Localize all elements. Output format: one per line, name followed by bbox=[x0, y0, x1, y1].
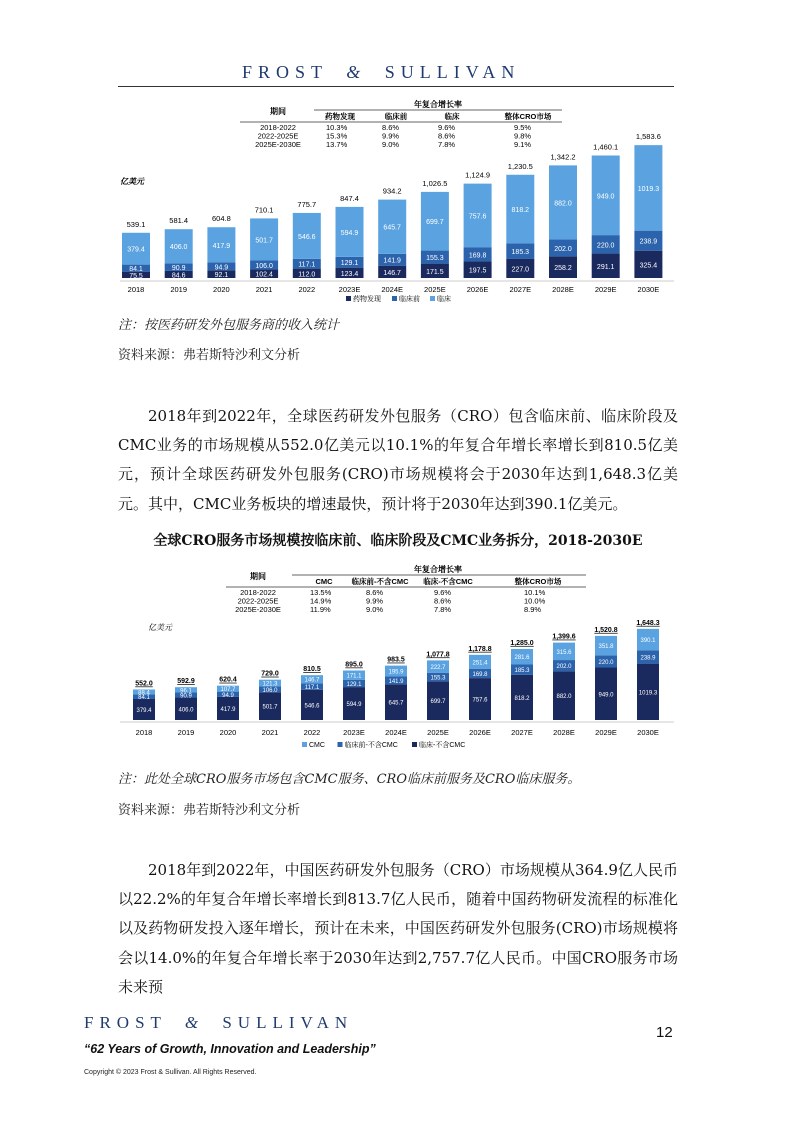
chart1-table-period-0: 2018-2022 bbox=[260, 123, 296, 132]
chart1-total-2025E: 1,026.5 bbox=[422, 178, 448, 188]
chart2-xtick-2028E: 2028E bbox=[553, 728, 575, 737]
chart2-table-group-header: 年复合增长率 bbox=[414, 565, 462, 574]
chart1-cagr-table bbox=[240, 99, 562, 149]
chart1-table-cell-1-3: 9.8% bbox=[514, 131, 532, 141]
chart1-xtick-2030E: 2030E bbox=[637, 285, 660, 294]
chart2-bar-group-2026E bbox=[468, 646, 491, 720]
chart1-total-2021: 710.1 bbox=[254, 205, 274, 215]
chart1-xtick-2019: 2019 bbox=[170, 285, 188, 294]
chart1-bar-label-2026E-2: 757.6 bbox=[468, 213, 487, 221]
chart2-bar-label-2023E-1: 129.1 bbox=[346, 682, 362, 689]
chart2-table-col-3: 整体CRO市场 bbox=[514, 577, 562, 586]
chart2-xtick-2018: 2018 bbox=[135, 728, 153, 737]
chart1-bar-group-2028E bbox=[549, 152, 577, 278]
chart2-table-cell-1-0: 14.9% bbox=[310, 596, 332, 606]
chart1-total-2030E: 1,583.6 bbox=[635, 132, 661, 142]
chart2-total-2030E: 1,648.3 bbox=[636, 619, 660, 627]
chart2-table-cell-1-3: 10.0% bbox=[524, 596, 546, 606]
chart1-bar-label-2025E-2: 699.7 bbox=[426, 219, 444, 227]
chart2-bar-group-2027E bbox=[510, 640, 533, 720]
chart2-bar-label-2020-2: 107.7 bbox=[220, 687, 236, 694]
chart1-bar-label-2024E-1: 141.9 bbox=[383, 257, 401, 265]
chart2-bar-group-2022 bbox=[301, 666, 323, 720]
chart1-bar-label-2020-2: 417.9 bbox=[212, 242, 231, 250]
header-brand bbox=[242, 62, 520, 83]
chart1-bar-label-2019-1: 90.9 bbox=[171, 265, 186, 273]
chart1-table-cell-0-2: 9.6% bbox=[438, 123, 456, 132]
chart2-table-period-0: 2018-2022 bbox=[240, 588, 276, 597]
footer-brand-frost: FROST bbox=[84, 1013, 167, 1032]
chart2-bar-group-2018 bbox=[133, 680, 155, 720]
chart1-bar-label-2027E-0: 227.0 bbox=[511, 266, 530, 274]
chart1-bar-label-2022-1: 117.1 bbox=[298, 261, 316, 269]
chart2-table-cell-2-1: 9.0% bbox=[366, 605, 384, 614]
chart2-table-cell-0-0: 13.5% bbox=[310, 588, 332, 597]
chart2-bar-label-2018-1: 84.1 bbox=[138, 695, 150, 702]
chart1-bar-label-2021-2: 501.7 bbox=[255, 237, 273, 245]
chart1-xtick-2026E: 2026E bbox=[466, 285, 489, 294]
chart1-xtick-2029E: 2029E bbox=[594, 285, 617, 294]
chart2-bar-label-2027E-1: 185.3 bbox=[514, 668, 530, 675]
chart1-bar-label-2030E-0: 325.4 bbox=[639, 262, 658, 270]
chart1-bar-label-2018-0: 75.5 bbox=[129, 272, 143, 280]
paragraph-2 bbox=[118, 856, 678, 1002]
chart1-total-2020: 604.8 bbox=[212, 214, 231, 224]
chart1-bar-label-2018-1: 84.1 bbox=[129, 266, 143, 274]
chart1-bar-label-2026E-0: 197.5 bbox=[468, 267, 487, 275]
footer-brand-ampersand: & bbox=[184, 1013, 205, 1032]
chart1-bar-group-2018 bbox=[122, 220, 150, 280]
chart1-bar-label-2018-2: 379.4 bbox=[127, 246, 145, 254]
chart1-table-col-1: 临床前 bbox=[384, 112, 408, 121]
chart1-table-cell-0-0: 10.3% bbox=[326, 123, 348, 132]
chart2-cagr-table bbox=[226, 564, 586, 614]
chart1-unit-label: 亿美元 bbox=[120, 177, 144, 186]
chart2-xtick-2027E: 2027E bbox=[511, 728, 533, 737]
chart1-xtick-2020: 2020 bbox=[213, 285, 230, 294]
chart2-bar-label-2029E-0: 949.0 bbox=[598, 692, 614, 699]
chart2-xtick-2021: 2021 bbox=[261, 728, 279, 737]
chart2-total-2026E: 1,178.8 bbox=[468, 645, 492, 653]
chart1-bar-group-2019 bbox=[165, 216, 193, 279]
chart2-bar-label-2027E-0: 818.2 bbox=[514, 695, 530, 702]
chart1-table-cell-0-1: 8.6% bbox=[382, 123, 400, 132]
chart1-table-col-2: 临床 bbox=[444, 112, 460, 121]
chart1-table-period-2: 2025E-2030E bbox=[255, 140, 301, 149]
chart1-bar-group-2023E bbox=[336, 194, 364, 278]
chart1-bar-label-2029E-2: 949.0 bbox=[596, 193, 615, 201]
chart1-xtick-2027E: 2027E bbox=[509, 285, 532, 294]
chart2-table-col-0: CMC bbox=[315, 577, 333, 586]
chart2-bar-label-2030E-0: 1019.3 bbox=[638, 690, 658, 697]
chart1-bar-group-2022 bbox=[293, 200, 321, 278]
chart2-note: 注：此处全球CRO服务市场包含CMC服务、CRO临床前服务及CRO临床服务。 bbox=[118, 772, 581, 787]
chart1-legend bbox=[346, 294, 451, 303]
chart1-legend-label-1: 临床前 bbox=[399, 296, 420, 303]
chart2-table-period-header: 期间 bbox=[250, 572, 266, 581]
chart1-total-2027E: 1,230.5 bbox=[507, 161, 533, 171]
chart2-bar-group-2021 bbox=[259, 671, 281, 720]
chart2-table-cell-0-2: 9.6% bbox=[434, 588, 452, 597]
chart2-bar-label-2019-2: 96.1 bbox=[180, 688, 192, 695]
chart2-legend bbox=[302, 740, 465, 749]
chart2-bar-group-2020 bbox=[217, 677, 239, 720]
chart2-total-2028E: 1,399.6 bbox=[552, 633, 576, 641]
chart1-note: 注：按医药研发外包服务商的收入统计 bbox=[118, 318, 340, 333]
chart1-table-cell-2-1: 9.0% bbox=[382, 140, 400, 149]
chart1-xtick-2028E: 2028E bbox=[552, 285, 574, 294]
chart1-bar-label-2024E-2: 645.7 bbox=[383, 224, 401, 232]
chart2-xtick-2023E: 2023E bbox=[343, 728, 365, 737]
chart1-bar-group-2030E bbox=[634, 132, 662, 278]
chart1-bar-label-2020-1: 94.9 bbox=[214, 264, 229, 272]
chart2-unit-label: 亿美元 bbox=[148, 623, 172, 632]
chart2-title: 全球CRO服务市场规模按临床前、临床阶段及CMC业务拆分，2018-2030E bbox=[153, 533, 643, 549]
chart2-xtick-2024E: 2024E bbox=[385, 728, 407, 737]
footer-slogan: “62 Years of Growth, Innovation and Leadership” bbox=[84, 1042, 376, 1056]
chart2-legend-label-1: 临床前-不含CMC bbox=[344, 742, 398, 749]
footer-brand bbox=[84, 1013, 353, 1033]
chart2-total-2020: 620.4 bbox=[219, 676, 237, 684]
chart2-total-2021: 729.0 bbox=[261, 670, 279, 678]
chart2-bar-label-2024E-1: 141.9 bbox=[388, 678, 404, 685]
chart2-bar-label-2030E-1: 238.9 bbox=[640, 655, 656, 662]
chart1-bar-group-2029E bbox=[592, 142, 620, 278]
chart2-table-cell-2-0: 11.9% bbox=[310, 605, 331, 614]
chart2-bar-label-2028E-1: 202.0 bbox=[556, 664, 572, 671]
chart2-table-cell-0-1: 8.6% bbox=[366, 588, 384, 597]
chart1-total-2026E: 1,124.9 bbox=[465, 170, 491, 180]
chart2-bar-label-2021-2: 121.3 bbox=[262, 681, 278, 688]
chart1-xtick-2024E: 2024E bbox=[381, 285, 404, 294]
chart2-bar-group-2019 bbox=[175, 678, 197, 720]
page-number: 12 bbox=[656, 1024, 673, 1041]
chart2-bar-label-2028E-0: 882.0 bbox=[556, 694, 572, 701]
chart2-legend-swatch-0 bbox=[302, 742, 307, 747]
chart1-bar-label-2021-1: 106.0 bbox=[255, 262, 273, 270]
chart2-bar-group-2028E bbox=[552, 634, 575, 720]
chart1-bar-label-2028E-2: 882.0 bbox=[554, 200, 572, 208]
chart2-bar-label-2023E-2: 171.1 bbox=[346, 673, 362, 680]
chart2-bar-label-2019-0: 406.0 bbox=[178, 707, 194, 714]
chart2-table-period-1: 2022-2025E bbox=[237, 596, 279, 606]
chart1-bar-label-2027E-1: 185.3 bbox=[511, 249, 530, 257]
chart2-xtick-2029E: 2029E bbox=[595, 728, 617, 737]
footer-copyright: Copyright © 2023 Frost & Sullivan. All Rights Reserved. bbox=[84, 1069, 257, 1076]
chart2-xtick-2019: 2019 bbox=[177, 728, 195, 737]
brand-ampersand: & bbox=[346, 62, 367, 82]
chart2-bar-label-2024E-0: 645.7 bbox=[388, 700, 404, 707]
chart2-bar-group-2023E bbox=[343, 662, 365, 720]
chart1-xtick-2023E: 2023E bbox=[338, 285, 361, 294]
chart1-total-2023E: 847.4 bbox=[340, 193, 359, 203]
chart1-table-cell-2-2: 7.8% bbox=[438, 140, 456, 149]
chart2-bar-label-2020-1: 94.9 bbox=[222, 692, 234, 699]
chart1-table-cell-1-0: 15.3% bbox=[326, 131, 348, 141]
chart1-xtick-2018: 2018 bbox=[127, 285, 145, 294]
chart2-total-2027E: 1,285.0 bbox=[510, 639, 534, 647]
chart1-bar-label-2023E-1: 129.1 bbox=[340, 260, 359, 268]
chart2-bar-label-2025E-1: 155.3 bbox=[430, 675, 446, 682]
chart2-bar-label-2029E-2: 351.8 bbox=[598, 644, 614, 651]
chart2-bar-label-2022-2: 146.7 bbox=[304, 677, 320, 684]
chart2-source: 资料来源：弗若斯特沙利文分析 bbox=[118, 803, 301, 818]
chart1-total-2024E: 934.2 bbox=[382, 186, 402, 196]
chart2-legend-label-0: CMC bbox=[309, 742, 325, 749]
chart1-xtick-2021: 2021 bbox=[255, 285, 273, 294]
chart1-bar-label-2020-0: 92.1 bbox=[214, 272, 229, 280]
chart1-bar-group-2026E bbox=[464, 171, 492, 278]
chart2-bar-label-2029E-1: 220.0 bbox=[598, 659, 614, 666]
chart2-bar-label-2026E-2: 251.4 bbox=[472, 660, 488, 667]
chart1-bar-label-2025E-1: 155.3 bbox=[426, 255, 444, 263]
chart1-bar-group-2024E bbox=[378, 187, 406, 278]
chart1-table-cell-2-0: 13.7% bbox=[326, 140, 348, 149]
chart1-bar-label-2026E-1: 169.8 bbox=[468, 252, 487, 260]
paragraph-1-text: 2018年到2022年，全球医药研发外包服务（CRO）包含临床前、临床阶段及CMC业务的市场规模从552.0亿美元以10.1%的年复合年增长率增长到810.5亿美元，预计全球医药研发外包服务(CRO)市场规模将会于2030年达到1,648.3亿美元。其中，CMC业务板块的增速最快，预计将于2030年达到390.1亿美元。 bbox=[118, 407, 678, 513]
chart2-total-2018: 552.0 bbox=[135, 680, 153, 688]
chart2-bar-label-2019-1: 90.9 bbox=[180, 693, 192, 700]
chart1-source: 资料来源：弗若斯特沙利文分析 bbox=[118, 348, 301, 363]
chart2-bar-label-2028E-2: 315.6 bbox=[556, 649, 572, 656]
chart2-bar-label-2023E-0: 594.9 bbox=[346, 702, 362, 709]
chart1-total-2028E: 1,342.2 bbox=[550, 152, 576, 162]
chart2-total-2023E: 895.0 bbox=[345, 661, 363, 669]
chart1-bar-label-2024E-0: 146.7 bbox=[383, 269, 401, 277]
chart2-table-cell-1-2: 8.6% bbox=[434, 596, 452, 606]
chart2-total-2024E: 983.5 bbox=[387, 656, 405, 664]
chart2-bar-label-2024E-2: 195.9 bbox=[388, 669, 404, 676]
chart1-table-cell-2-3: 9.1% bbox=[514, 140, 532, 149]
chart2-bar-label-2027E-2: 281.6 bbox=[514, 655, 530, 662]
chart1-table-cell-0-3: 9.5% bbox=[514, 123, 532, 132]
chart1-total-2019: 581.4 bbox=[169, 216, 189, 226]
chart1-total-2018: 539.1 bbox=[126, 219, 146, 229]
chart1-bar-label-2023E-2: 594.9 bbox=[340, 229, 359, 237]
chart2-xtick-2025E: 2025E bbox=[427, 728, 449, 737]
chart1-total-2022: 775.7 bbox=[297, 199, 317, 209]
chart2-bar-group-2024E bbox=[385, 657, 407, 720]
paragraph-2-text: 2018年到2022年，中国医药研发外包服务（CRO）市场规模从364.9亿人民币以22.2%的年复合年增长率增长到813.7亿人民币，随着中国药物研发流程的标准化以及药物研发投入逐年增长，预计在未来，中国医药研发外包服务(CRO)市场规模将会以14.0%的年复合年增长率于2030年达到2,757.7亿人民币。中国CRO服务市场未来预 bbox=[118, 861, 678, 996]
chart1-table-group-header: 年复合增长率 bbox=[414, 100, 462, 109]
chart2-table-cell-2-3: 8.9% bbox=[524, 605, 542, 614]
chart2-bar-label-2025E-0: 699.7 bbox=[430, 699, 446, 706]
chart2-bar-label-2022-1: 117.1 bbox=[304, 685, 320, 692]
chart2-table-period-2: 2025E-2030E bbox=[235, 605, 281, 614]
brand-sullivan: SULLIVAN bbox=[384, 62, 521, 82]
chart2-total-2029E: 1,520.8 bbox=[594, 626, 618, 634]
chart2-bar-label-2026E-1: 169.8 bbox=[472, 671, 488, 678]
chart1-bar-label-2022-2: 546.6 bbox=[298, 233, 316, 241]
chart1-bar-label-2022-0: 112.0 bbox=[298, 271, 316, 279]
chart1-bar-label-2021-0: 102.4 bbox=[255, 271, 273, 279]
chart2-table-cell-1-1: 9.9% bbox=[366, 596, 384, 606]
chart1-legend-swatch-1 bbox=[392, 296, 397, 301]
chart2-xtick-2026E: 2026E bbox=[469, 728, 491, 737]
chart1-bar-label-2030E-2: 1019.3 bbox=[637, 185, 660, 193]
chart2-xtick-2022: 2022 bbox=[303, 728, 321, 737]
chart2-table-cell-2-2: 7.8% bbox=[434, 605, 452, 614]
chart1-xtick-2025E: 2025E bbox=[424, 285, 446, 294]
chart1-table-period-1: 2022-2025E bbox=[257, 131, 299, 141]
chart2-bar-label-2026E-0: 757.6 bbox=[472, 697, 488, 704]
chart1-legend-label-0: 药物发现 bbox=[353, 296, 381, 303]
chart2-bar-label-2025E-2: 222.7 bbox=[430, 665, 446, 672]
paragraph-1 bbox=[118, 402, 678, 519]
chart2-bar-label-2021-0: 501.7 bbox=[262, 704, 278, 711]
chart1-table-col-3: 整体CRO市场 bbox=[504, 112, 552, 121]
chart1-bar-label-2019-2: 406.0 bbox=[169, 244, 188, 252]
chart1-bar-label-2028E-0: 258.2 bbox=[554, 265, 572, 273]
chart1-total-2029E: 1,460.1 bbox=[593, 142, 619, 152]
chart1-bar-group-2020 bbox=[207, 214, 235, 279]
chart2-legend-swatch-1 bbox=[338, 742, 343, 747]
chart1-bar-label-2027E-2: 818.2 bbox=[511, 207, 530, 215]
chart2-legend-label-2: 临床-不含CMC bbox=[419, 742, 466, 749]
chart1-bar-label-2025E-0: 171.5 bbox=[426, 268, 444, 276]
chart-1 bbox=[118, 96, 678, 308]
chart1-bar-label-2029E-1: 220.0 bbox=[596, 242, 615, 250]
chart2-total-2025E: 1,077.8 bbox=[426, 651, 450, 659]
chart1-legend-swatch-0 bbox=[346, 296, 351, 301]
chart2-bar-group-2029E bbox=[594, 627, 617, 720]
chart1-legend-label-2: 临床 bbox=[437, 296, 451, 303]
chart1-table-cell-1-1: 9.9% bbox=[382, 131, 400, 141]
chart-2 bbox=[118, 560, 678, 756]
chart1-table-col-0: 药物发现 bbox=[325, 112, 355, 121]
chart2-xtick-2030E: 2030E bbox=[637, 728, 659, 737]
chart1-legend-swatch-2 bbox=[430, 296, 435, 301]
chart2-table-col-2: 临床-不含CMC bbox=[423, 577, 473, 586]
chart2-total-2019: 592.9 bbox=[177, 678, 195, 686]
chart1-bar-group-2021 bbox=[250, 205, 278, 278]
chart1-bar-label-2019-0: 84.6 bbox=[171, 272, 186, 280]
chart2-bar-label-2018-2: 88.4 bbox=[138, 690, 150, 697]
chart1-xtick-2022: 2022 bbox=[298, 285, 316, 294]
brand-frost: FROST bbox=[242, 62, 328, 82]
chart2-bar-group-2025E bbox=[426, 651, 449, 720]
chart2-legend-swatch-2 bbox=[412, 742, 417, 747]
chart2-xtick-2020: 2020 bbox=[219, 728, 237, 737]
chart2-bar-label-2021-1: 106.0 bbox=[262, 687, 278, 694]
header-rule bbox=[118, 86, 674, 87]
chart2-table-col-1: 临床前-不含CMC bbox=[351, 577, 409, 586]
chart1-table-cell-1-2: 8.6% bbox=[438, 131, 456, 141]
chart1-bar-group-2027E bbox=[506, 162, 534, 278]
chart2-bar-label-2030E-2: 390.1 bbox=[640, 638, 656, 645]
chart1-table-period-header: 期间 bbox=[270, 107, 286, 116]
chart2-total-2022: 810.5 bbox=[303, 666, 321, 674]
chart2-bar-label-2018-0: 379.4 bbox=[136, 708, 152, 715]
chart1-bar-label-2028E-1: 202.0 bbox=[554, 245, 572, 253]
chart2-bar-label-2020-0: 417.9 bbox=[220, 706, 236, 713]
chart1-bar-label-2023E-0: 123.4 bbox=[340, 270, 359, 278]
chart1-bar-group-2025E bbox=[421, 179, 449, 278]
chart1-bar-label-2029E-0: 291.1 bbox=[596, 263, 615, 271]
chart1-bar-label-2030E-1: 238.9 bbox=[639, 238, 658, 246]
footer-brand-sullivan: SULLIVAN bbox=[222, 1013, 354, 1032]
chart2-table-cell-0-3: 10.1% bbox=[524, 588, 546, 597]
chart2-bar-label-2022-0: 546.6 bbox=[304, 703, 320, 710]
chart2-bar-group-2030E bbox=[636, 620, 659, 720]
